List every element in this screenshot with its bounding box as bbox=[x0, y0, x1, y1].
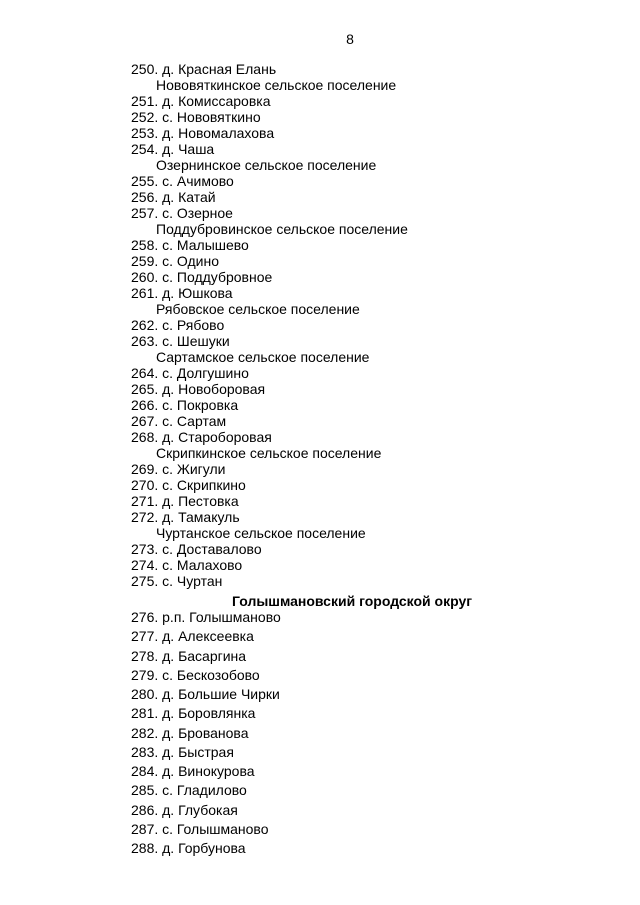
list-item: 278. д. Басаргина bbox=[131, 647, 247, 664]
list-item: 267. с. Сартам bbox=[131, 413, 227, 429]
list-item: 253. д. Новомалахова bbox=[131, 125, 275, 141]
list-item: 285. с. Гладилово bbox=[131, 782, 247, 799]
subheading-settlement-council: Поддубровинское сельское поселение bbox=[156, 221, 408, 237]
district-settlement-list bbox=[131, 608, 611, 858]
list-item: 265. д. Новоборовая bbox=[131, 381, 266, 397]
subheading-settlement-council: Нововяткинское сельское поселение bbox=[156, 77, 397, 93]
list-item: 276. р.п. Голышманово bbox=[131, 609, 281, 625]
list-item: 286. д. Глубокая bbox=[131, 801, 238, 818]
list-item: 264. с. Долгушино bbox=[131, 365, 249, 381]
list-item: 283. д. Быстрая bbox=[131, 743, 234, 760]
list-item: 279. с. Бескозобово bbox=[131, 666, 260, 683]
list-item: 266. с. Покровка bbox=[131, 397, 239, 413]
list-item: 270. с. Скрипкино bbox=[131, 477, 246, 493]
list-item: 257. с. Озерное bbox=[131, 205, 233, 221]
list-item: 272. д. Тамакуль bbox=[131, 509, 240, 525]
list-item: 287. с. Голышманово bbox=[131, 820, 269, 837]
list-item: 256. д. Катай bbox=[131, 189, 216, 205]
list-item: 277. д. Алексеевка bbox=[131, 628, 254, 645]
settlement-list bbox=[131, 61, 611, 611]
subheading-settlement-council: Озернинское сельское поселение bbox=[156, 157, 377, 173]
list-item: 252. с. Нововяткино bbox=[131, 109, 261, 125]
list-item: 269. с. Жигули bbox=[131, 461, 226, 477]
list-item: 263. с. Шешуки bbox=[131, 333, 230, 349]
list-item: 250. д. Красная Елань bbox=[131, 61, 277, 77]
list-item: 275. с. Чуртан bbox=[131, 573, 223, 589]
district-heading: Голышмановский городской округ bbox=[232, 593, 473, 609]
list-item: 261. д. Юшкова bbox=[131, 285, 233, 301]
list-item: 262. с. Рябово bbox=[131, 317, 225, 333]
list-item: 254. д. Чаша bbox=[131, 141, 215, 157]
list-item: 260. с. Поддубровное bbox=[131, 269, 273, 285]
list-item: 251. д. Комиссаровка bbox=[131, 93, 271, 109]
list-item: 280. д. Большие Чирки bbox=[131, 686, 280, 702]
subheading-settlement-council: Рябовское сельское поселение bbox=[156, 301, 360, 317]
list-item: 273. с. Доставалово bbox=[131, 541, 262, 557]
list-item: 284. д. Винокурова bbox=[131, 763, 255, 779]
list-item: 274. с. Малахово bbox=[131, 557, 243, 573]
list-item: 268. д. Староборовая bbox=[131, 429, 272, 445]
list-item: 259. с. Одино bbox=[131, 253, 220, 269]
subheading-settlement-council: Чуртанское сельское поселение bbox=[156, 525, 366, 541]
page-number: 8 bbox=[346, 31, 354, 47]
list-item: 271. д. Пестовка bbox=[131, 493, 239, 509]
list-item: 281. д. Боровлянка bbox=[131, 705, 256, 722]
subheading-settlement-council: Скрипкинское сельское поселение bbox=[156, 445, 382, 461]
list-item: 282. д. Брованова bbox=[131, 724, 249, 741]
list-item: 255. с. Ачимово bbox=[131, 173, 234, 189]
list-item: 258. с. Малышево bbox=[131, 237, 249, 253]
subheading-settlement-council: Сартамское сельское поселение bbox=[156, 349, 370, 365]
list-item: 288. д. Горбунова bbox=[131, 840, 246, 856]
